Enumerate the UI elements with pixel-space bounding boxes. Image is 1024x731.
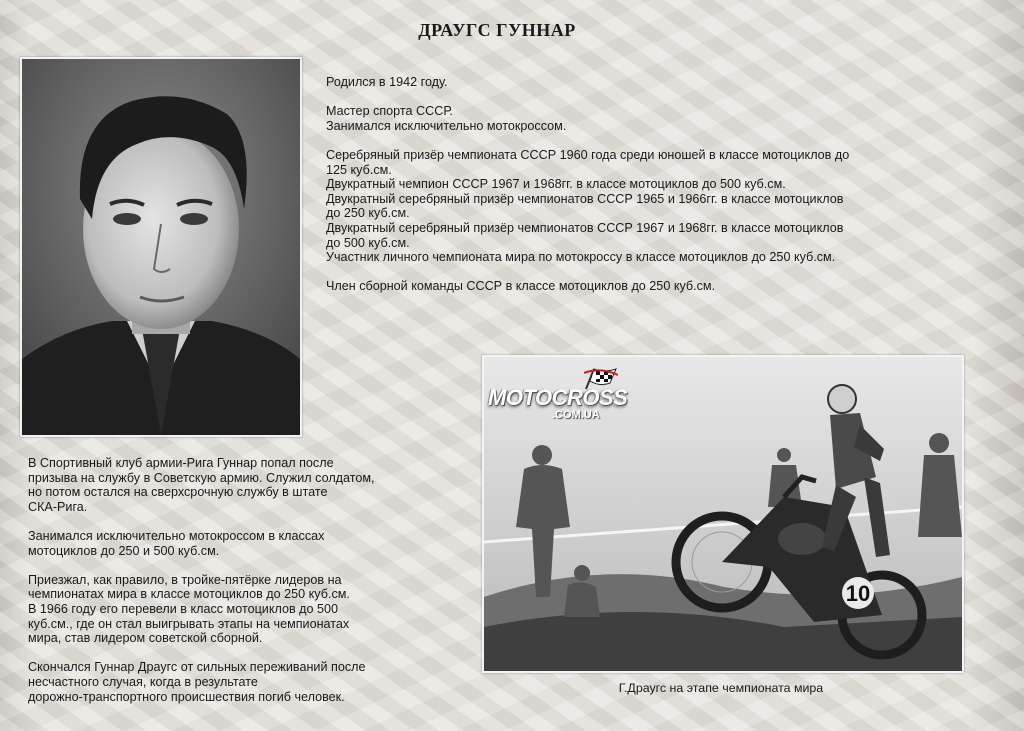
photo-caption: Г.Драугс на этапе чемпионата мира (618, 681, 824, 695)
detail-line: дорожно-транспортного происшествия погиб человек. (28, 689, 345, 704)
bio-line: Двукратный серебряный призёр чемпионатов СССР 1965 и 1966гг. в классе мотоциклов (326, 191, 844, 206)
detail-line: несчастного случая, когда в результате (28, 674, 258, 689)
portrait-image (22, 59, 300, 435)
detail-line: СКА-Рига. (28, 499, 88, 514)
detail-line: Скончался Гуннар Драугс от сильных переживаний после (28, 660, 366, 675)
bio-line: Двукратный серебряный призёр чемпионатов СССР 1967 и 1968гг. в классе мотоциклов (326, 220, 844, 235)
bio-discipline: Занимался исключительно мотокроссом. (326, 118, 567, 133)
bio-born: Родился в 1942 году. (326, 75, 448, 89)
portrait-photo (20, 57, 302, 437)
detail-line: мотоциклов до 250 и 500 куб.см. (28, 543, 220, 558)
biography-summary (326, 75, 966, 294)
bio-line: 125 куб.см. (326, 162, 392, 177)
detail-line: мира, став лидером советской сборной. (28, 631, 263, 646)
biography-details (28, 456, 448, 704)
detail-line: Занимался исключительно мотокроссом в классах (28, 528, 325, 543)
bike-number: 10 (845, 581, 871, 606)
detail-line: призыва на службу в Советскую армию. Служил солдатом, (28, 470, 375, 485)
detail-line: но потом остался на сверхсрочную службу в штате (28, 485, 328, 500)
detail-line: куб.см., где он стал выигрывать этапы на чемпионатах (28, 616, 350, 631)
page-title: ДРАУГС ГУННАР (418, 20, 576, 40)
bio-title: Мастер спорта СССР. (326, 104, 453, 119)
bio-line: до 250 куб.см. (326, 206, 410, 221)
bio-line: Серебряный призёр чемпионата СССР 1960 года среди юношей в классе мотоциклов до (326, 147, 850, 162)
detail-line: Приезжал, как правило, в тройке-пятёрке лидеров на (28, 572, 342, 587)
bio-line: Участник личного чемпионата мира по мотокроссу в классе мотоциклов до 250 куб.см. (326, 250, 836, 265)
detail-line: В 1966 году его перевели в класс мотоциклов до 500 (28, 601, 339, 616)
detail-line: чемпионатах мира в классе мотоциклов до 250 куб.см. (28, 587, 350, 602)
motocross-logo (488, 367, 628, 429)
bio-team: Член сборной команды СССР в классе мотоциклов до 250 куб.см. (326, 279, 716, 294)
bio-line: Двукратный чемпион СССР 1967 и 1968гг. в классе мотоциклов до 500 куб.см. (326, 177, 786, 192)
detail-line: В Спортивный клуб армии-Рига Гуннар попал после (28, 456, 334, 470)
bio-line: до 500 куб.см. (326, 235, 410, 250)
logo-text: MOTOCROSS (488, 385, 628, 410)
race-photo (482, 355, 964, 673)
logo-domain: .COM.UA (552, 409, 600, 421)
